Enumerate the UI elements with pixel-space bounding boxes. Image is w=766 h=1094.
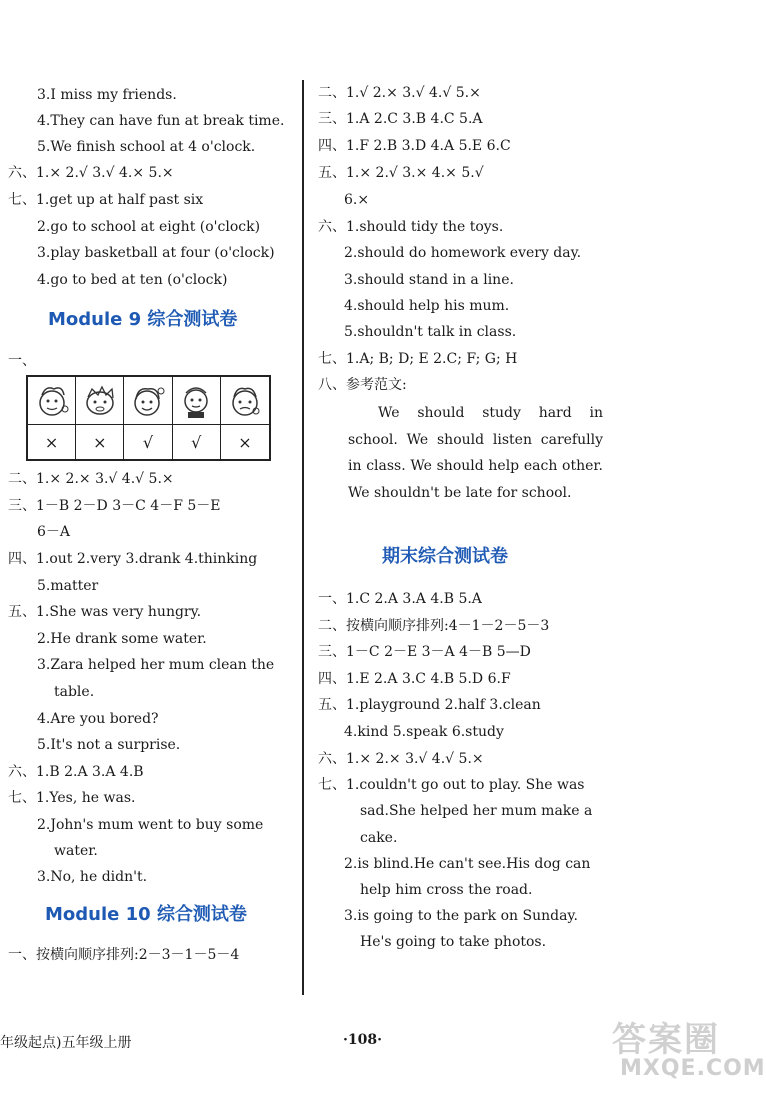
essay-text: We should study hard in school. We should listen carefully in class. We should help each other. We shouldn't be late for school. bbox=[348, 405, 603, 501]
answer-line: 2.John's mum went to buy some bbox=[37, 817, 264, 833]
answer-line: 3.No, he didn't. bbox=[37, 869, 148, 885]
column-divider bbox=[302, 80, 304, 995]
picture-cell bbox=[28, 377, 76, 425]
answer-line: 三、1.A 2.C 3.B 4.C 5.A bbox=[318, 111, 483, 127]
answer-line: cake. bbox=[360, 830, 398, 846]
answer-line: 2.go to school at eight (o'clock) bbox=[37, 219, 261, 235]
answer-line: 5.shouldn't talk in class. bbox=[344, 324, 517, 340]
answer-line: 一、按横向顺序排列:2－3－1－5－4 bbox=[8, 947, 240, 963]
answer-line: 2.He drank some water. bbox=[37, 631, 207, 647]
answer-line: 2.should do homework every day. bbox=[344, 245, 582, 261]
answer-line: 五、1.playground 2.half 3.clean bbox=[318, 697, 541, 713]
answer-line: 4.go to bed at ten (o'clock) bbox=[37, 272, 228, 288]
answer-line: 六、1.× 2.√ 3.√ 4.× 5.× bbox=[8, 165, 174, 181]
answer-line: 四、1.out 2.very 3.drank 4.thinking bbox=[8, 551, 258, 567]
cartoon-face-icon bbox=[32, 381, 72, 421]
sample-essay bbox=[348, 400, 603, 506]
book-title-footer: 年级起点)五年级上册 bbox=[0, 1035, 132, 1051]
answer-line: 6.× bbox=[344, 192, 370, 208]
answer-line: 四、1.F 2.B 3.D 4.A 5.E 6.C bbox=[318, 138, 511, 154]
answer-line: 4.They can have fun at break time. bbox=[37, 113, 285, 129]
answer-line: 3.Zara helped her mum clean the bbox=[37, 657, 275, 673]
answer-line: 4.Are you bored? bbox=[37, 711, 159, 727]
answer-line: 六、1.B 2.A 3.A 4.B bbox=[8, 764, 144, 780]
section-label: 一、 bbox=[8, 353, 36, 369]
answer-mark: × bbox=[238, 432, 252, 452]
answer-line: table. bbox=[54, 684, 95, 700]
answer-line: 七、1.get up at half past six bbox=[8, 192, 204, 208]
picture-cell bbox=[76, 377, 124, 425]
picture-cell bbox=[221, 377, 269, 425]
answer-line: 3.I miss my friends. bbox=[37, 87, 177, 103]
module10-title: Module 10 综合测试卷 bbox=[45, 904, 247, 925]
cartoon-face-icon bbox=[176, 381, 216, 421]
answer-line: 七、1.A; B; D; E 2.C; F; G; H bbox=[318, 351, 518, 367]
answer-line: 4.kind 5.speak 6.study bbox=[344, 724, 504, 740]
watermark-top-text: 答案圈 bbox=[612, 1020, 720, 1060]
answer-line: 二、按横向顺序排列:4－1－2－5－3 bbox=[318, 618, 550, 634]
answer-line: 五、1.She was very hungry. bbox=[8, 604, 202, 620]
cartoon-face-icon bbox=[225, 381, 265, 421]
answer-mark: √ bbox=[124, 425, 172, 459]
answer-line: help him cross the road. bbox=[360, 882, 533, 898]
answer-line: 六、1.should tidy the toys. bbox=[318, 219, 504, 235]
answer-line: 3.play basketball at four (o'clock) bbox=[37, 245, 275, 261]
final-exam-title: 期末综合测试卷 bbox=[382, 546, 508, 567]
answer-line: 三、1－C 2－E 3－A 4－B 5—D bbox=[318, 644, 531, 660]
picture-cell bbox=[124, 377, 172, 425]
answer-line: 八、参考范文: bbox=[318, 377, 407, 393]
answer-line: 5.It's not a surprise. bbox=[37, 737, 181, 753]
cartoon-face-icon bbox=[80, 381, 120, 421]
answer-line: 一、1.C 2.A 3.A 4.B 5.A bbox=[318, 591, 482, 607]
picture-table bbox=[26, 375, 271, 461]
answer-line: 七、1.Yes, he was. bbox=[8, 790, 136, 806]
answer-line: 二、1.× 2.× 3.√ 4.√ 5.× bbox=[8, 471, 174, 487]
cartoon-face-icon bbox=[128, 381, 168, 421]
answer-line: 2.is blind.He can't see.His dog can bbox=[344, 856, 591, 872]
answer-line: 二、1.√ 2.× 3.√ 4.√ 5.× bbox=[318, 85, 481, 101]
answer-line: 六、1.× 2.× 3.√ 4.√ 5.× bbox=[318, 751, 484, 767]
answer-line: 五、1.× 2.√ 3.× 4.× 5.√ bbox=[318, 165, 484, 181]
module9-title: Module 9 综合测试卷 bbox=[48, 309, 238, 330]
answer-line: 5.matter bbox=[37, 578, 99, 594]
answer-line: 5.We finish school at 4 o'clock. bbox=[37, 139, 256, 155]
watermark-bottom-text: MXQE.COM bbox=[620, 1056, 766, 1081]
answer-line: 四、1.E 2.A 3.C 4.B 5.D 6.F bbox=[318, 671, 511, 687]
answer-line: 6－A bbox=[37, 524, 71, 540]
answer-line: 三、1－B 2－D 3－C 4－F 5－E bbox=[8, 498, 221, 514]
answer-mark: × bbox=[28, 425, 76, 459]
page-number: ·108· bbox=[343, 1032, 382, 1048]
answer-line: sad.She helped her mum make a bbox=[360, 803, 593, 819]
answer-line: 3.is going to the park on Sunday. bbox=[344, 908, 578, 924]
answer-mark: × bbox=[76, 425, 124, 459]
answer-mark: √ bbox=[173, 425, 221, 459]
answer-line: 七、1.couldn't go out to play. She was bbox=[318, 777, 585, 793]
answer-line: 4.should help his mum. bbox=[344, 298, 510, 314]
answer-line: water. bbox=[54, 843, 98, 859]
answer-line: 3.should stand in a line. bbox=[344, 272, 514, 288]
picture-cell bbox=[173, 377, 221, 425]
answer-line: He's going to take photos. bbox=[360, 934, 547, 950]
watermark-logo bbox=[612, 1012, 766, 1084]
